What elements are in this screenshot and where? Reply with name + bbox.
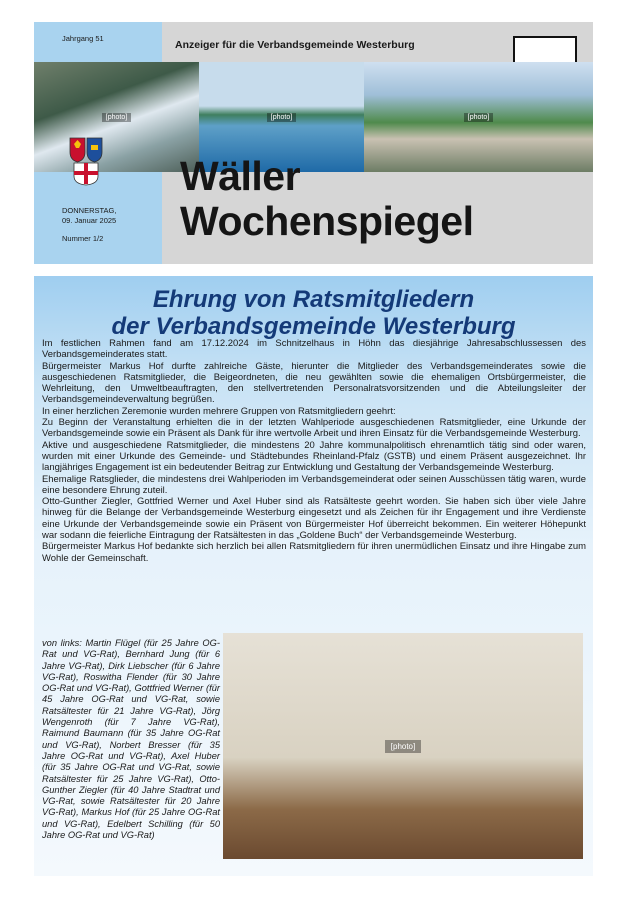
newspaper-title-line1: Wäller (180, 153, 301, 199)
issue-number: Nummer 1/2 (62, 234, 104, 243)
article-body (42, 338, 586, 564)
volume-label: Jahrgang 51 (62, 34, 104, 43)
article-paragraph: Im festlichen Rahmen fand am 17.12.2024 im Schnitzelhaus in Höhn das diesjährige Jahresabschlussessen des Verbandsgemeinderates statt. (42, 338, 586, 361)
article-paragraph: Otto-Gunther Ziegler, Gottfried Werner und Axel Huber sind als Ratsälteste geehrt worden. Sie haben sich über viele Jahre hinweg für die Belange der Verbandsgemeinde Westerburg eingesetzt und als Zeichen für ihr Engagement und ihre Verdienste eine Urkunde der Verbandsgemeinde sowie ein Präsent von Bürgermeister Hof überreicht bekommen. Ein weiterer Höhepunkt war sodann die feierliche Eintragung der Ratsältesten in das „Goldene Buch“ der Verbandsgemeinde Westerburg. (42, 496, 586, 542)
coat-of-arms-icon (68, 136, 104, 186)
issue-date-value: 09. Januar 2025 (62, 215, 117, 225)
masthead (34, 22, 593, 264)
newspaper-title-line2: Wochenspiegel (180, 198, 474, 244)
issue-date (62, 206, 116, 226)
article-paragraph: In einer herzlichen Zeremonie wurden mehrere Gruppen von Ratsmitgliedern geehrt: (42, 405, 396, 417)
publisher-subtitle: Anzeiger für die Verbandsgemeinde Westerburg (175, 39, 415, 51)
article-headline-line2: der Verbandsgemeinde Westerburg (111, 313, 516, 340)
article-headline-line1: Ehrung von Ratsmitgliedern (152, 286, 475, 313)
article-paragraph: Aktive und ausgeschiedene Ratsmitglieder, die mindestens 20 Jahre kommunalpolitisch ehrenamtlich tätig sind oder waren, wurden mit einer Urkunde des Gemeinde- und Städtebundes Rheinland-Pfalz (GSTB) und einem Präsent ausgezeichnet. Ihr langjähriges Engagement ist ein bedeutender Beitrag zur Entwicklung und Gestaltung der Verbandsgemeinde Westerburg. (42, 439, 586, 474)
article-headline (34, 286, 593, 340)
castle-town-photo: [photo] (364, 62, 593, 172)
lake-sailboats-photo: [photo] (199, 62, 364, 172)
article-paragraph: Ehemalige Ratsglieder, die mindestens drei Wahlperioden im Verbandsgemeinderat oder seinen Ausschüssen tätig waren, wurde eine besondere Ehrung zuteil. (42, 473, 586, 496)
group-photo: [photo] (223, 633, 583, 859)
newspaper-title (180, 154, 473, 244)
article-paragraph: Bürgermeister Markus Hof bedankte sich herzlich bei allen Ratsmitgliedern für ihren unermüdlichen Einsatz und ihre Hingabe zum Wohle der Gemeinschaft. (42, 541, 586, 564)
issue-weekday: DONNERSTAG, (62, 206, 117, 215)
photo-caption: von links: Martin Flügel (für 25 Jahre OG-Rat und VG-Rat), Bernhard Jung (für 6 Jahre VG-Rat), Dirk Liebscher (für 6 Jahre VG-Rat), Roswitha Flender (für 30 Jahre OG-Rat und VG-Rat), Gottfried Werner (für 45 Jahre OG-Rat und VG-Rat, sowie Ratsältester für 21 Jahre VG-Rat), Jörg Wengenroth (für 7 Jahre VG-Rat), Raimund Baumann (für 35 Jahre OG-Rat und VG-Rat), Norbert Bresser (für 35 Jahre OG-Rat und VG-Rat), Axel Huber (für 35 Jahre OG-Rat und VG-Rat, sowie Ratsältester für 25 Jahre VG-Rat), Otto-Gunther Ziegler (für 40 Jahre Stadtrat und VG-Rat, sowie Ratsältester für 20 Jahre VG-Rat), Markus Hof (für 25 Jahre OG-Rat und VG-Rat), Edelbert Schilling (für 50 Jahre OG-Rat und VG-Rat) (42, 638, 220, 841)
article (34, 276, 593, 876)
waterfall-photo: [photo] (34, 62, 199, 172)
article-paragraph: Bürgermeister Markus Hof durfte zahlreiche Gäste, hierunter die Mitglieder des Verbandsgemeinderates sowie die ausgeschiedenen Ratsmitglieder, die Beigeordneten, die neu gewählten sowie die ehemaligen Ortsbürgermeister, die Wehrleitung, den Umweltbeauftragten, den stellvertretenden Personalratsvorsitzenden und die Abteilungsleiter der Verbandsgemeindeverwaltung begrüßen. (42, 360, 586, 406)
article-paragraph: Zu Beginn der Veranstaltung erhielten die in der letzten Wahlperiode ausgeschiedenen Ratsmitglieder, eine Urkunde der Verbandsgemeinde sowie ein Präsent als Dank für ihre wertvolle Arbeit und ihren Einsatz für die Verbandsgemeinde Westerburg. (42, 417, 586, 440)
